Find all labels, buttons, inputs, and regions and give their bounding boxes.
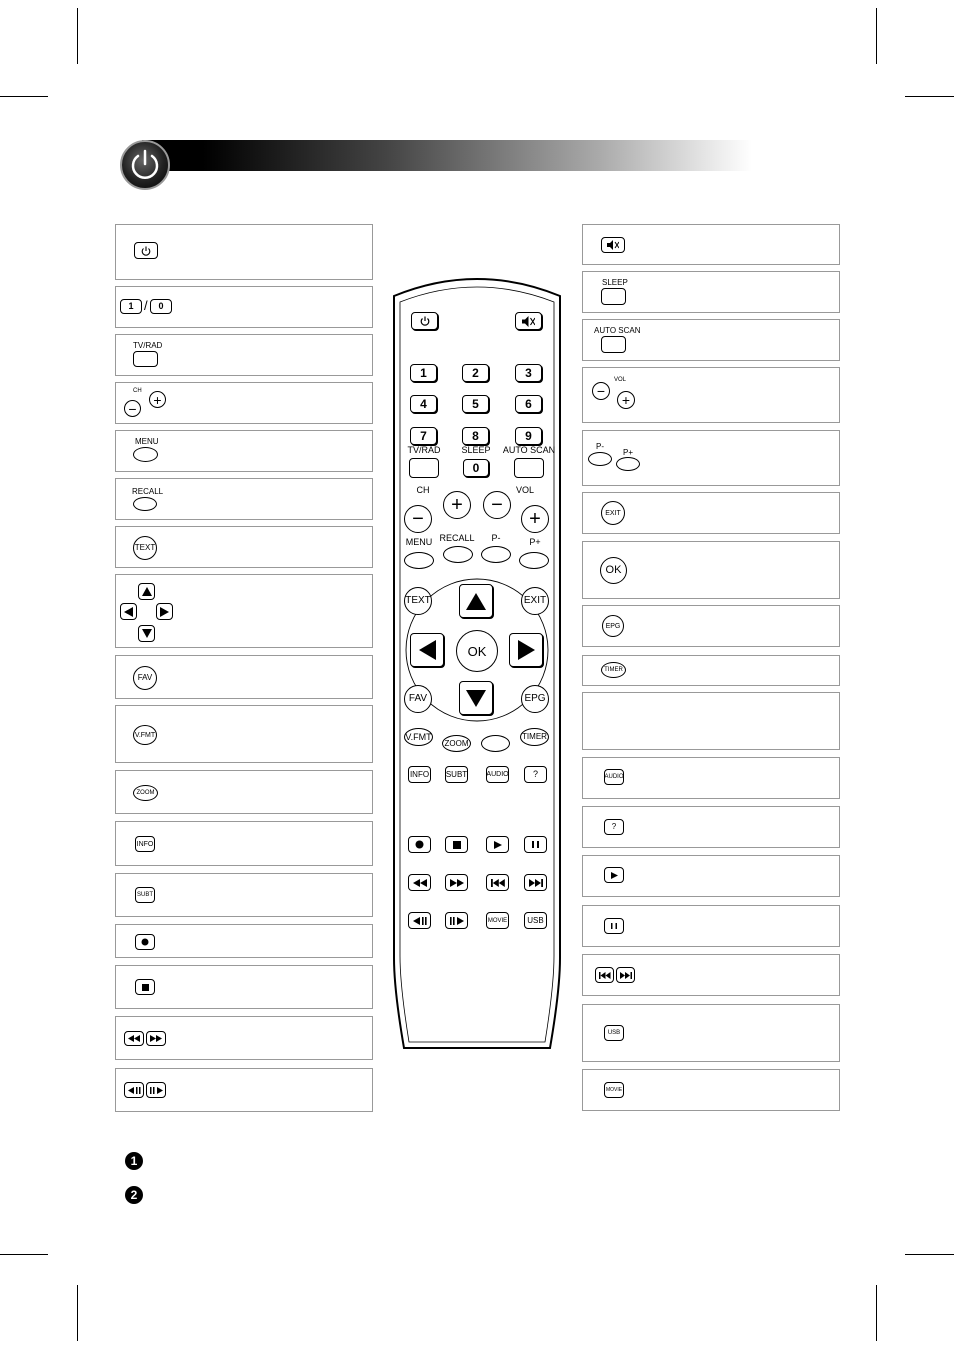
remote-p-minus-button[interactable] xyxy=(481,546,511,563)
remote-p-minus-label: P- xyxy=(491,533,501,543)
legend-zoom xyxy=(115,770,373,814)
remote-info-button[interactable]: INFO xyxy=(408,766,431,783)
legend-epg xyxy=(582,605,840,647)
remote-stop-button[interactable] xyxy=(445,836,468,853)
crop-mark xyxy=(0,96,48,97)
legend-skip xyxy=(582,954,840,996)
arrow-right-icon xyxy=(160,607,169,617)
remote-sleep-label: SLEEP xyxy=(461,445,491,455)
power-key xyxy=(134,242,158,259)
remote-blank-button[interactable] xyxy=(481,735,510,752)
rewind-icon xyxy=(413,879,427,887)
movie-key: MOVIE xyxy=(604,1082,624,1098)
legend-slow-step xyxy=(115,1068,373,1112)
remote-p-plus-button[interactable] xyxy=(519,552,549,569)
slow-forward-key xyxy=(146,1082,166,1098)
arrow-down-key xyxy=(138,625,155,642)
arrow-down-icon xyxy=(142,629,152,638)
info-key: INFO xyxy=(135,836,155,852)
legend-tv-rad xyxy=(115,334,373,376)
fast-forward-icon xyxy=(450,879,464,887)
p-plus-label: P+ xyxy=(623,448,634,457)
crop-mark xyxy=(77,8,78,64)
epg-key: EPG xyxy=(602,615,624,637)
legend-menu xyxy=(115,430,373,472)
arrow-left-icon xyxy=(124,607,133,617)
legend-mute xyxy=(582,224,840,265)
remote-previous-button[interactable] xyxy=(486,874,509,891)
remote-ch-plus-button[interactable]: + xyxy=(443,491,471,519)
remote-ch-minus-button[interactable]: − xyxy=(404,505,432,533)
arrow-right-key xyxy=(156,603,173,620)
legend-vfmt xyxy=(115,705,373,763)
remote-power-button[interactable] xyxy=(411,312,438,330)
legend-auto-scan xyxy=(582,319,840,361)
play-icon xyxy=(494,841,502,849)
next-key xyxy=(616,967,635,983)
arrow-down-icon xyxy=(466,690,486,707)
legend-blank xyxy=(582,692,840,750)
arrow-right-icon xyxy=(518,640,535,660)
tv-rad-label: TV/RAD xyxy=(133,341,163,350)
legend-page xyxy=(582,430,840,486)
subt-key: SUBT xyxy=(135,887,155,903)
text-key: TEXT xyxy=(133,536,157,560)
slow-back-key xyxy=(124,1082,144,1098)
remote-left-button[interactable] xyxy=(410,633,444,667)
previous-key xyxy=(595,967,614,983)
sleep-label: SLEEP xyxy=(602,278,628,287)
legend-sleep xyxy=(582,271,840,313)
vol-label: VOL xyxy=(614,377,627,383)
remote-vol-label: VOL xyxy=(515,485,535,495)
remote-tv-rad-label: TV/RAD xyxy=(407,445,441,455)
ch-minus-key: − xyxy=(124,400,141,417)
legend-info xyxy=(115,821,373,866)
stop-key xyxy=(135,979,155,995)
vol-minus-key: − xyxy=(592,382,610,400)
remote-up-button[interactable] xyxy=(459,584,493,618)
legend-fast-wind xyxy=(115,1016,373,1060)
skip-next-icon xyxy=(529,879,543,887)
step-back-icon xyxy=(413,917,427,925)
remote-menu-label: MENU xyxy=(405,537,433,547)
remote-next-button[interactable] xyxy=(524,874,547,891)
crop-mark xyxy=(77,1285,78,1341)
skip-previous-icon xyxy=(491,879,505,887)
remote-auto-scan-button[interactable] xyxy=(514,458,544,478)
audio-key: AUDIO xyxy=(604,769,624,785)
legend-vol xyxy=(582,367,840,423)
remote-menu-button[interactable] xyxy=(404,552,434,569)
help-key: ? xyxy=(604,819,624,835)
remote-digit-5-button[interactable]: 5 xyxy=(462,395,489,413)
remote-tv-rad-button[interactable] xyxy=(409,458,439,478)
arrow-up-key xyxy=(138,583,155,600)
recall-key xyxy=(133,497,157,511)
recall-label: RECALL xyxy=(132,487,164,496)
arrow-up-icon xyxy=(466,593,486,610)
ch-plus-key: + xyxy=(149,391,166,408)
zoom-key: ZOOM xyxy=(133,785,158,801)
remote-play-button[interactable] xyxy=(486,836,509,853)
remote-down-button[interactable] xyxy=(459,681,493,715)
remote-ch-label: CH xyxy=(416,485,430,495)
legend-digits xyxy=(115,286,373,328)
remote-subt-button[interactable]: SUBT xyxy=(445,766,468,783)
rewind-key xyxy=(124,1031,144,1046)
record-icon xyxy=(141,938,149,946)
play-icon xyxy=(611,872,618,879)
remote-recall-label: RECALL xyxy=(439,533,475,543)
slash-separator: / xyxy=(144,298,148,313)
remote-audio-button[interactable]: AUDIO xyxy=(486,766,509,783)
sleep-key xyxy=(601,288,626,305)
p-minus-key xyxy=(588,452,612,466)
remote-ok-button[interactable]: OK xyxy=(456,630,498,672)
legend-text xyxy=(115,526,373,568)
remote-vol-minus-button[interactable]: − xyxy=(483,491,511,519)
remote-rewind-button[interactable] xyxy=(408,874,431,891)
legend-ch xyxy=(115,382,373,424)
legend-pause xyxy=(582,905,840,947)
auto-scan-label: AUTO SCAN xyxy=(594,326,641,335)
pause-key xyxy=(604,918,624,934)
menu-key xyxy=(133,447,158,462)
remote-help-button[interactable]: ? xyxy=(524,766,547,783)
ch-label: CH xyxy=(133,388,142,394)
remote-mute-button[interactable] xyxy=(515,312,542,330)
crop-mark xyxy=(0,1254,48,1255)
legend-play xyxy=(582,855,840,897)
record-icon xyxy=(415,840,424,849)
footnote-marker-1: 1 xyxy=(125,1152,143,1170)
remote-digit-3-button[interactable]: 3 xyxy=(515,364,542,382)
section-header-bar xyxy=(142,140,752,171)
skip-next-icon xyxy=(620,972,632,979)
crop-mark xyxy=(876,8,877,64)
vfmt-key: V.FMT xyxy=(133,725,157,745)
usb-key: USB xyxy=(604,1025,624,1041)
remote-recall-button[interactable] xyxy=(443,546,473,563)
legend-recall xyxy=(115,478,373,520)
legend-audio xyxy=(582,757,840,799)
remote-vfmt-button[interactable]: V.FMT xyxy=(404,728,433,746)
fast-forward-icon xyxy=(150,1035,162,1042)
remote-fav-button[interactable]: FAV xyxy=(404,685,432,713)
crop-mark xyxy=(876,1285,877,1341)
remote-record-button[interactable] xyxy=(408,836,431,853)
mute-icon xyxy=(522,316,535,327)
legend-subt xyxy=(115,873,373,917)
record-key xyxy=(135,934,155,950)
fav-key: FAV xyxy=(133,666,157,690)
arrow-left-key xyxy=(120,603,137,620)
remote-movie-button[interactable]: MOVIE xyxy=(486,912,509,929)
remote-fast-forward-button[interactable] xyxy=(445,874,468,891)
pause-icon xyxy=(532,841,539,848)
remote-vol-plus-button[interactable]: + xyxy=(521,505,549,533)
skip-previous-icon xyxy=(599,972,611,979)
mute-icon xyxy=(607,240,619,250)
legend-exit xyxy=(582,492,840,534)
p-minus-label: P- xyxy=(596,442,604,451)
p-plus-key xyxy=(616,457,640,471)
legend-fav xyxy=(115,655,373,699)
step-forward-icon xyxy=(450,917,464,925)
exit-key: EXIT xyxy=(601,501,625,525)
mute-key xyxy=(601,237,625,253)
legend-power xyxy=(115,224,373,280)
tv-rad-key xyxy=(133,351,158,367)
power-icon xyxy=(120,140,170,190)
remote-digit-4-button[interactable]: 4 xyxy=(410,395,437,413)
remote-pause-button[interactable] xyxy=(524,836,547,853)
remote-digit-9-button[interactable]: 9 xyxy=(515,427,542,445)
digit-one-key: 1 xyxy=(120,299,142,314)
arrow-left-icon xyxy=(419,640,436,660)
menu-label: MENU xyxy=(135,437,159,446)
remote-right-button[interactable] xyxy=(509,633,543,667)
legend-movie xyxy=(582,1069,840,1111)
legend-help xyxy=(582,806,840,848)
remote-timer-button[interactable]: TIMER xyxy=(520,728,549,746)
remote-usb-button[interactable]: USB xyxy=(524,912,547,929)
legend-timer xyxy=(582,655,840,686)
step-back-icon xyxy=(128,1087,141,1094)
timer-key: TIMER xyxy=(601,662,626,678)
remote-text-button[interactable]: TEXT xyxy=(404,587,432,615)
fast-forward-key xyxy=(146,1031,166,1046)
auto-scan-key xyxy=(601,336,626,353)
remote-auto-scan-label: AUTO SCAN xyxy=(502,445,556,455)
crop-mark xyxy=(905,96,954,97)
step-forward-icon xyxy=(150,1087,163,1094)
remote-exit-button[interactable]: EXIT xyxy=(521,587,549,615)
remote-slow-forward-button[interactable] xyxy=(445,912,468,929)
legend-usb xyxy=(582,1004,840,1062)
legend-stop xyxy=(115,965,373,1009)
remote-zoom-button[interactable]: ZOOM xyxy=(442,735,471,752)
legend-record xyxy=(115,924,373,958)
remote-digit-8-button[interactable]: 8 xyxy=(462,427,489,445)
remote-digit-7-button[interactable]: 7 xyxy=(410,427,437,445)
crop-mark xyxy=(905,1254,954,1255)
arrow-up-icon xyxy=(142,587,152,596)
power-icon xyxy=(419,315,431,327)
legend-ok xyxy=(582,541,840,599)
remote-epg-button[interactable]: EPG xyxy=(521,685,549,713)
digit-zero-key: 0 xyxy=(150,299,172,314)
rewind-icon xyxy=(128,1035,140,1042)
remote-digit-6-button[interactable]: 6 xyxy=(515,395,542,413)
remote-digit-2-button[interactable]: 2 xyxy=(462,364,489,382)
remote-slow-back-button[interactable] xyxy=(408,912,431,929)
pause-icon xyxy=(611,923,617,929)
ok-key: OK xyxy=(600,557,627,584)
vol-plus-key: + xyxy=(617,391,635,409)
legend-navigation xyxy=(115,574,373,648)
stop-icon xyxy=(142,984,149,991)
power-icon xyxy=(140,245,152,257)
play-key xyxy=(604,867,624,883)
stop-icon xyxy=(453,841,461,849)
footnote-marker-2: 2 xyxy=(125,1186,143,1204)
remote-p-plus-label: P+ xyxy=(529,537,541,547)
remote-digit-0-button[interactable]: 0 xyxy=(463,459,489,477)
remote-digit-1-button[interactable]: 1 xyxy=(410,364,437,382)
